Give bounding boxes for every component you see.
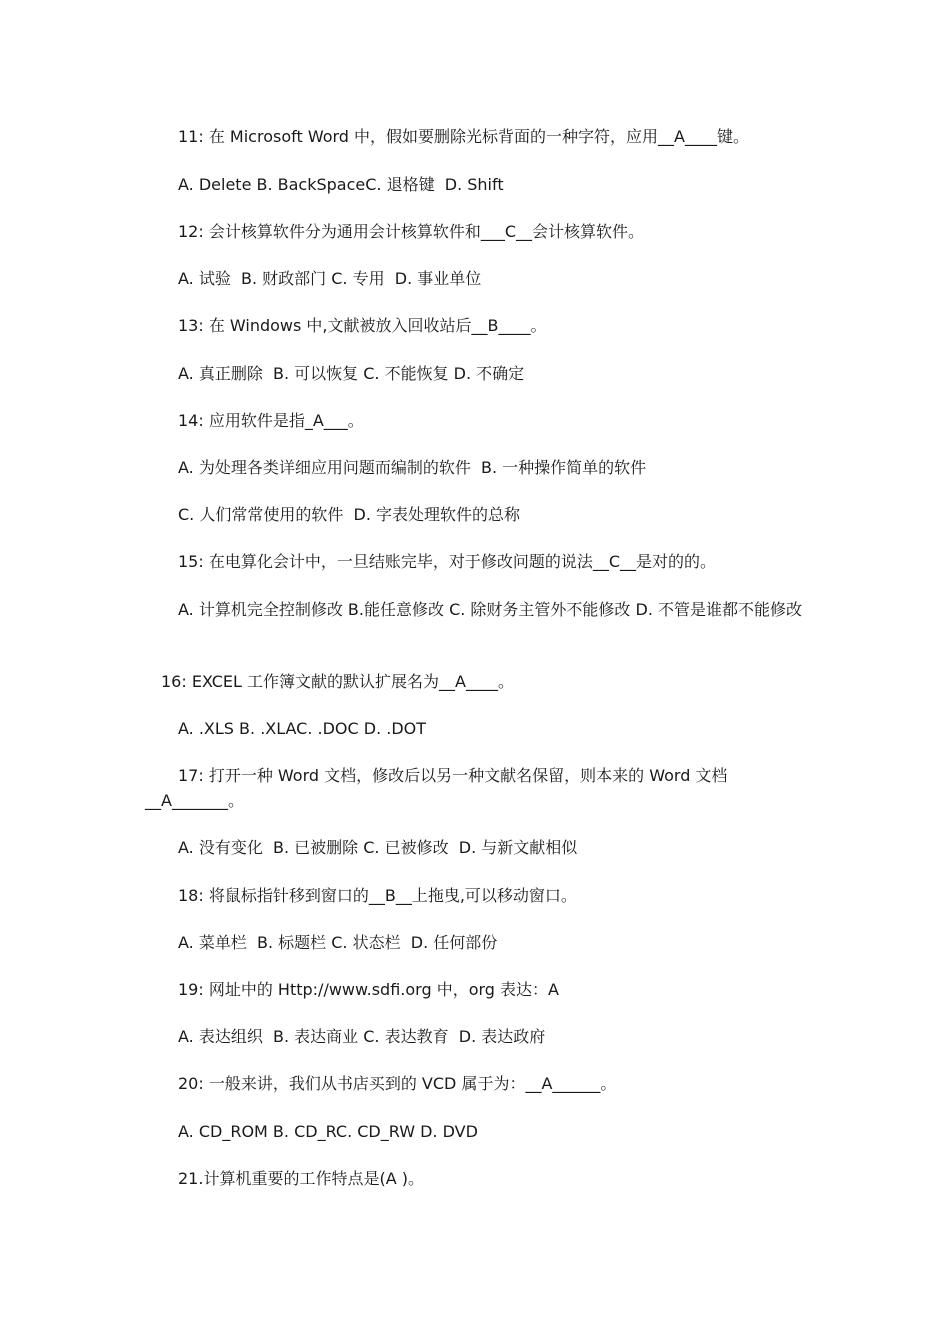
question-11: 11: 在 Microsoft Word 中，假如要删除光标背面的一种字符，应用__A____键。	[178, 127, 749, 146]
options-18: A. 菜单栏 B. 标题栏 C. 状态栏 D. 任何部份	[178, 933, 498, 952]
options-12: A. 试验 B. 财政部门 C. 专用 D. 事业单位	[178, 269, 482, 288]
question-20: 20: 一般来讲，我们从书店买到的 VCD 属于为：__A______。	[178, 1074, 617, 1093]
options-14-ab: A. 为处理各类详细应用问题而编制的软件 B. 一种操作简单的软件	[178, 458, 647, 477]
options-20: A. CD_ROM B. CD_RC. CD_RW D. DVD	[178, 1122, 478, 1141]
options-11: A. Delete B. BackSpaceC. 退格键 D. Shift	[178, 175, 504, 194]
options-15: A. 计算机完全控制修改 B.能任意修改 C. 除财务主管外不能修改 D. 不管是谁都不能修改	[178, 600, 802, 619]
question-15: 15: 在电算化会计中，一旦结账完毕，对于修改问题的说法__C__是对的的。	[178, 552, 717, 571]
question-17: 17: 打开一种 Word 文档，修改后以另一种文献名保留，则本来的 Word 文档__A_______。	[145, 766, 728, 810]
options-13: A. 真正删除 B. 可以恢复 C. 不能恢复 D. 不确定	[178, 364, 525, 383]
options-17: A. 没有变化 B. 已被删除 C. 已被修改 D. 与新文献相似	[178, 838, 578, 857]
question-19: 19: 网址中的 Http://www.sdfi.org 中，org 表达：A	[178, 980, 559, 999]
question-12: 12: 会计核算软件分为通用会计核算软件和___C__会计核算软件。	[178, 222, 645, 241]
question-21: 21.计算机重要的工作特点是(A )。	[178, 1169, 424, 1188]
question-16: 16: EXCEL 工作簿文献的默认扩展名为__A____。	[161, 672, 514, 691]
question-13: 13: 在 Windows 中,文献被放入回收站后__B____。	[178, 316, 547, 335]
options-14-cd: C. 人们常常使用的软件 D. 字表处理软件的总称	[178, 505, 521, 524]
question-18: 18: 将鼠标指针移到窗口的__B__上拖曳,可以移动窗口。	[178, 886, 577, 905]
options-16: A. .XLS B. .XLAC. .DOC D. .DOT	[178, 719, 427, 738]
options-19: A. 表达组织 B. 表达商业 C. 表达教育 D. 表达政府	[178, 1027, 546, 1046]
question-14: 14: 应用软件是指_A___。	[178, 411, 364, 430]
